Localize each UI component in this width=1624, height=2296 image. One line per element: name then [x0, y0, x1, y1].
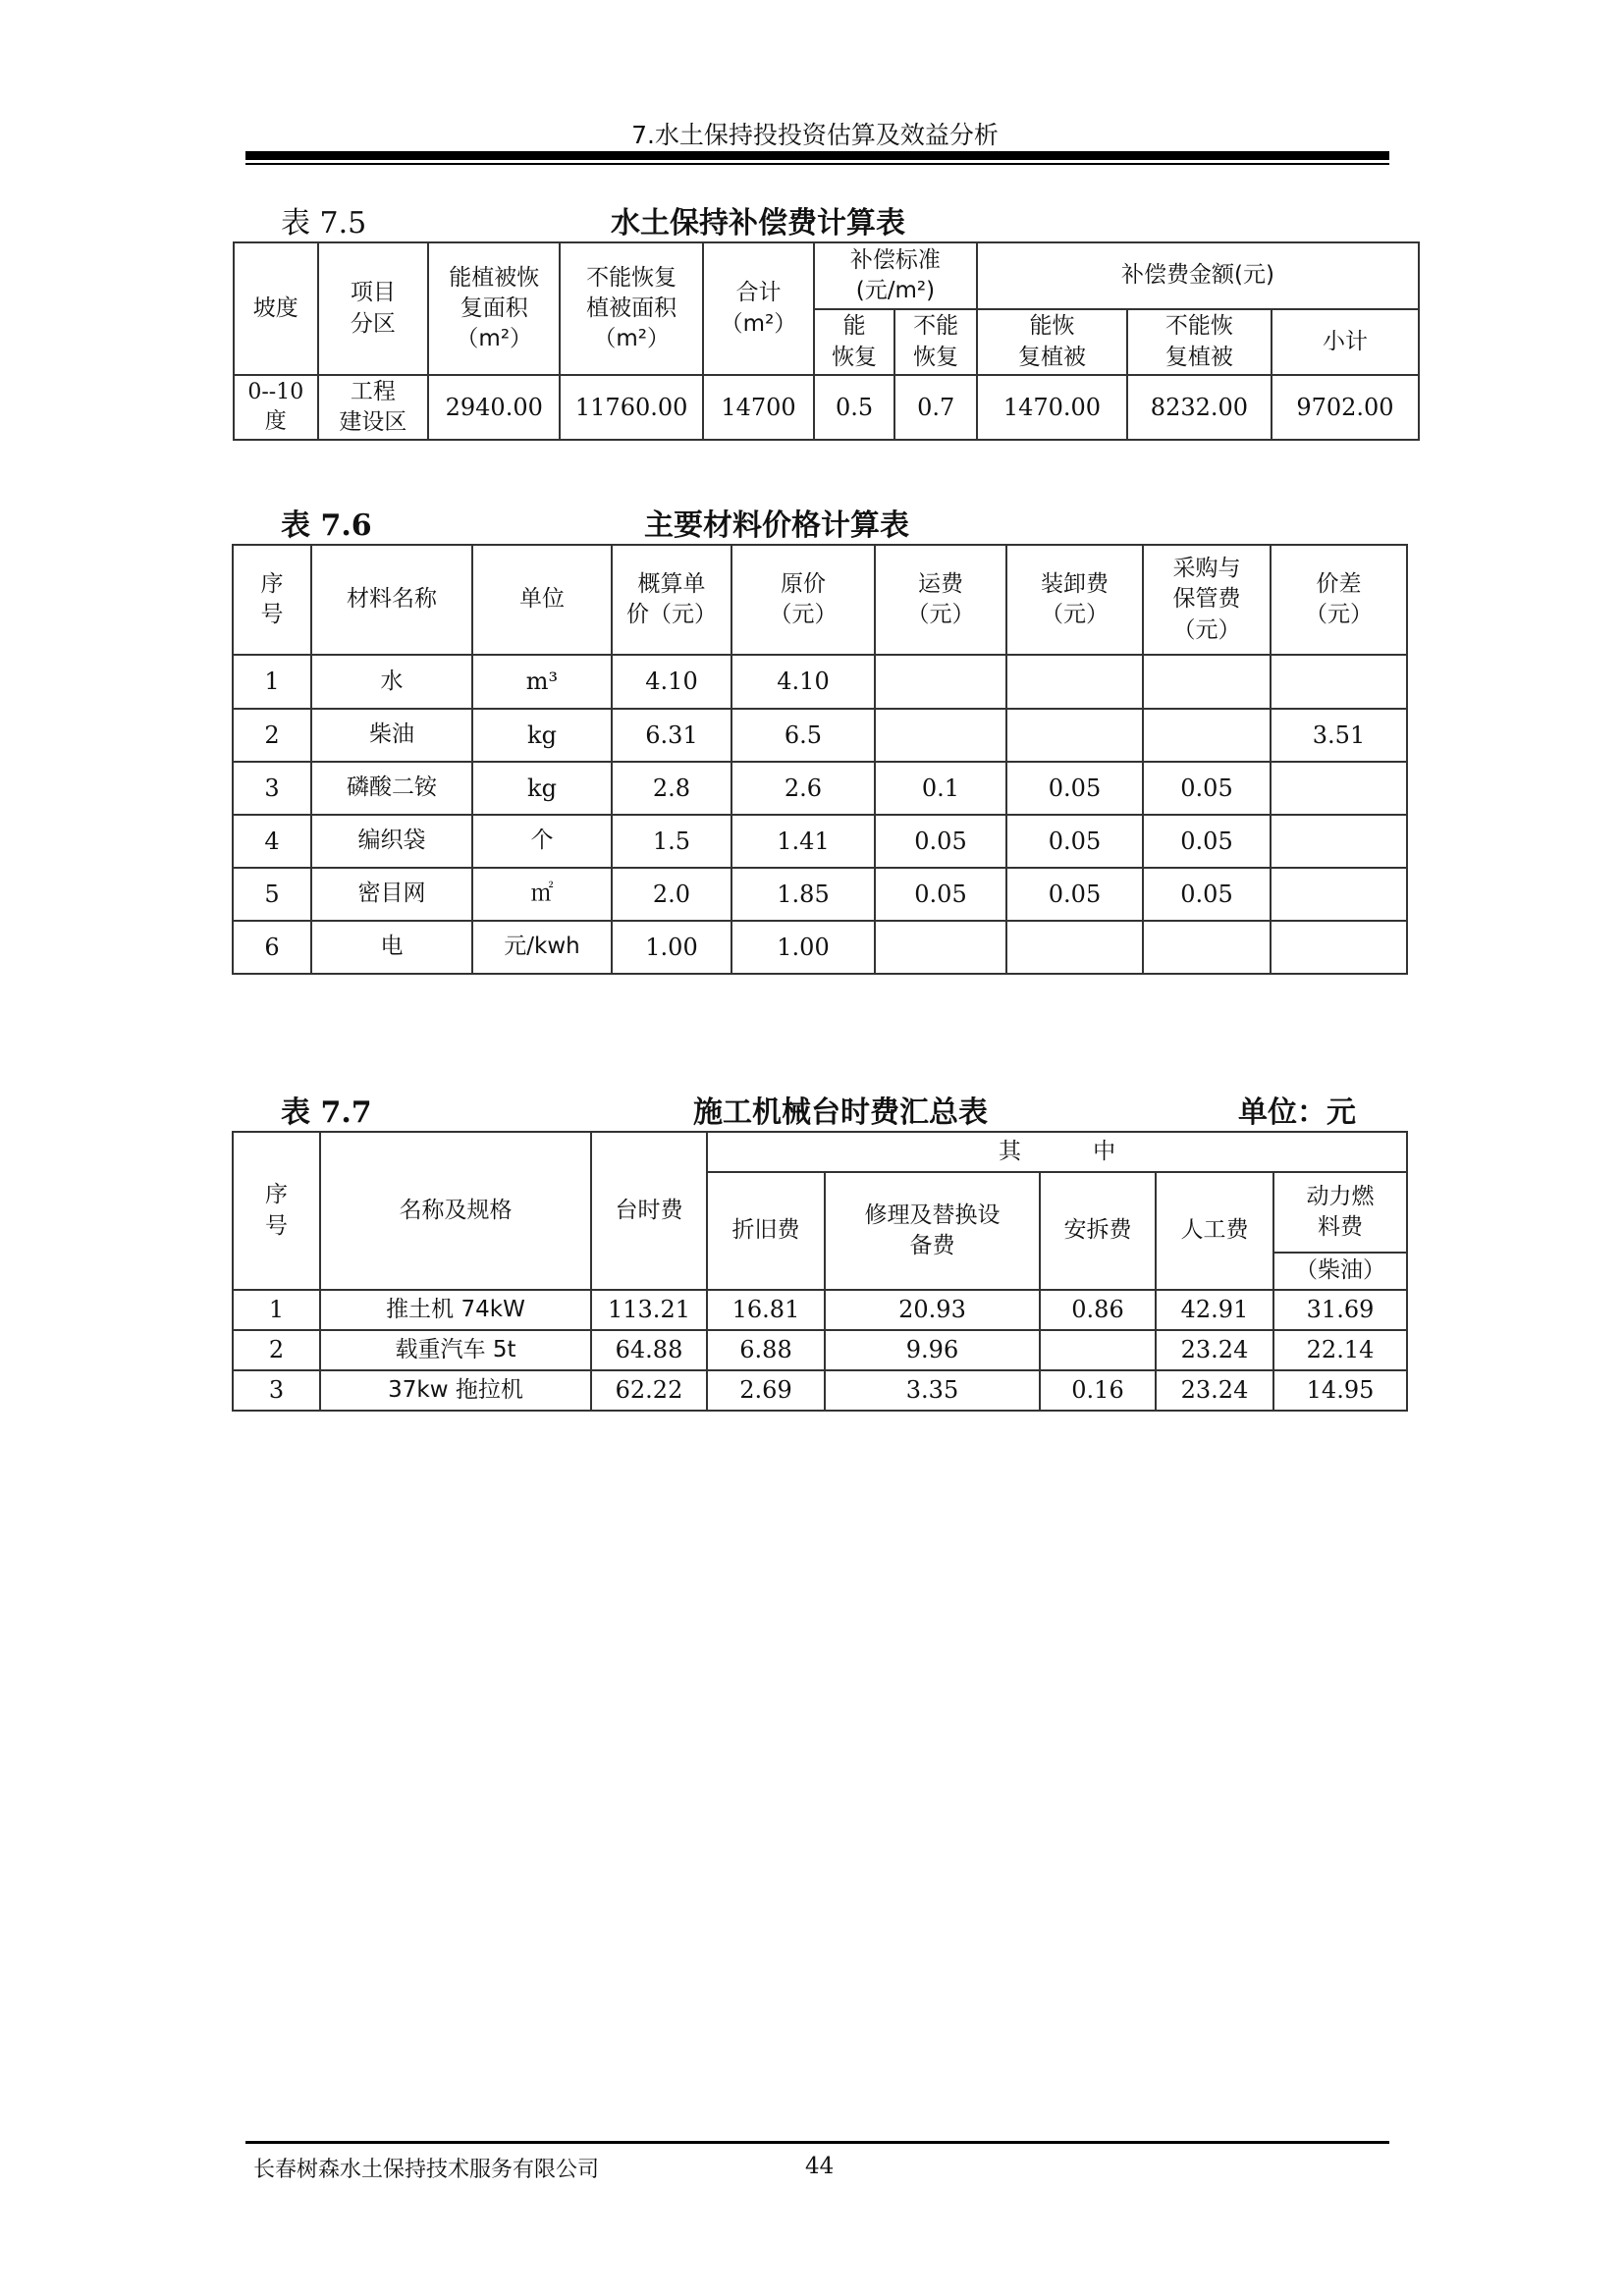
table-cell: 62.22	[591, 1370, 707, 1411]
table-cell: 推土机 74kW	[320, 1290, 591, 1330]
table-cell	[1271, 868, 1407, 921]
table-cell: 1.41	[731, 815, 875, 868]
table-cell: 1.85	[731, 868, 875, 921]
table-cell	[1271, 762, 1407, 815]
table-7-5	[233, 241, 1420, 441]
table-cell	[875, 921, 1006, 974]
table-cell: 1.00	[731, 921, 875, 974]
t75-cell-total: 14700	[703, 375, 814, 440]
table-cell: 载重汽车 5t	[320, 1330, 591, 1370]
t75-header-recoverable-area: 能植被恢 复面积 （m²）	[428, 242, 560, 375]
table-cell: 磷酸二铵	[311, 762, 472, 815]
t75-header-nonrecoverable-area: 不能恢复 植被面积 （m²）	[560, 242, 703, 375]
t77-header-no: 序 号	[233, 1132, 320, 1290]
table-cell	[875, 655, 1006, 709]
t75-cell-nonrecoverable: 11760.00	[560, 375, 703, 440]
t77-header-install: 安拆费	[1040, 1172, 1156, 1290]
table-cell: 0.1	[875, 762, 1006, 815]
t75-cell-recoverable: 2940.00	[428, 375, 560, 440]
table-cell: 23.24	[1156, 1330, 1273, 1370]
page-number: 44	[805, 2154, 835, 2179]
table-cell: 0.05	[1143, 815, 1271, 868]
table-cell: 4.10	[612, 655, 731, 709]
t76-header-handling: 装卸费 （元）	[1006, 545, 1143, 655]
t77-header-hourly: 台时费	[591, 1132, 707, 1290]
table-cell: m³	[472, 655, 612, 709]
t76-header-purchase-storage: 采购与 保管费 （元）	[1143, 545, 1271, 655]
table-cell	[1143, 655, 1271, 709]
t75-cell-std-nonrecoverable: 0.7	[894, 375, 977, 440]
table-7-7-label: 表 7.7	[281, 1095, 372, 1130]
table-cell: 31.69	[1273, 1290, 1407, 1330]
table-cell	[1271, 655, 1407, 709]
footer-rule	[245, 2141, 1389, 2144]
footer-company: 长春树森水土保持技术服务有限公司	[253, 2158, 600, 2182]
table-cell: 6.88	[707, 1330, 825, 1370]
table-cell: 水	[311, 655, 472, 709]
table-cell: 6.5	[731, 709, 875, 762]
t75-cell-std-recoverable: 0.5	[814, 375, 895, 440]
table-cell	[1006, 709, 1143, 762]
t77-header-labor: 人工费	[1156, 1172, 1273, 1290]
table-cell: 2.6	[731, 762, 875, 815]
table-cell	[1271, 815, 1407, 868]
table-cell: 6	[233, 921, 311, 974]
table-cell: 4.10	[731, 655, 875, 709]
table-cell: 3.51	[1271, 709, 1407, 762]
t76-header-original-price: 原价 （元）	[731, 545, 875, 655]
header-rule-thin	[245, 163, 1389, 165]
t77-header-repair: 修理及替换设 备费	[825, 1172, 1040, 1290]
table-cell: 0.05	[875, 815, 1006, 868]
table-cell	[875, 709, 1006, 762]
table-cell: 23.24	[1156, 1370, 1273, 1411]
table-cell: 元/kwh	[472, 921, 612, 974]
t75-header-slope: 坡度	[234, 242, 318, 375]
table-cell: 2.0	[612, 868, 731, 921]
table-cell: 2	[233, 1330, 320, 1370]
table-cell: 1	[233, 1290, 320, 1330]
table-cell: 1	[233, 655, 311, 709]
table-cell: 9.96	[825, 1330, 1040, 1370]
table-cell: 个	[472, 815, 612, 868]
t76-header-unit: 单位	[472, 545, 612, 655]
table-7-6-title: 主要材料价格计算表	[644, 508, 909, 543]
t75-header-amt-nonrecoverable: 不能恢 复植被	[1127, 309, 1272, 375]
table-cell: 0.05	[1006, 815, 1143, 868]
t75-header-total: 合计 （m²）	[703, 242, 814, 375]
t75-header-zone: 项目 分区	[318, 242, 429, 375]
table-cell: 5	[233, 868, 311, 921]
table-cell: 0.05	[1006, 762, 1143, 815]
table-cell: 0.16	[1040, 1370, 1156, 1411]
t76-header-price-diff: 价差 （元）	[1271, 545, 1407, 655]
table-cell: 3	[233, 1370, 320, 1411]
header-rule	[245, 151, 1389, 160]
t77-header-depreciation: 折旧费	[707, 1172, 825, 1290]
t76-header-freight: 运费 （元）	[875, 545, 1006, 655]
table-cell: 0.05	[1143, 762, 1271, 815]
table-7-6-label: 表 7.6	[281, 508, 372, 543]
t77-header-fuel: 动力燃 料费	[1273, 1172, 1407, 1253]
table-cell	[1271, 921, 1407, 974]
table-cell	[1006, 655, 1143, 709]
t75-cell-zone: 工程 建设区	[318, 375, 429, 440]
table-cell: 64.88	[591, 1330, 707, 1370]
table-cell: 2.8	[612, 762, 731, 815]
t75-header-standard: 补偿标准 (元/m²)	[814, 242, 977, 309]
table-7-7-title: 施工机械台时费汇总表	[693, 1095, 988, 1130]
t75-header-amt-recoverable: 能恢 复植被	[977, 309, 1127, 375]
table-cell: 1.00	[612, 921, 731, 974]
table-cell: 20.93	[825, 1290, 1040, 1330]
table-cell: 柴油	[311, 709, 472, 762]
table-cell: 37kw 拖拉机	[320, 1370, 591, 1411]
table-cell: kg	[472, 709, 612, 762]
table-cell: 22.14	[1273, 1330, 1407, 1370]
table-cell: 3.35	[825, 1370, 1040, 1411]
table-cell: 2	[233, 709, 311, 762]
table-cell: 0.05	[875, 868, 1006, 921]
table-7-6	[232, 544, 1408, 975]
t76-header-no: 序 号	[233, 545, 311, 655]
table-7-5-label: 表 7.5	[281, 206, 367, 240]
table-cell: 0.86	[1040, 1290, 1156, 1330]
table-cell: 14.95	[1273, 1370, 1407, 1411]
table-7-5-title: 水土保持补偿费计算表	[611, 206, 905, 240]
t76-header-estimate-price: 概算单 价（元）	[612, 545, 731, 655]
table-7-7-unit: 单位：元	[1238, 1095, 1356, 1130]
table-cell	[1006, 921, 1143, 974]
t75-header-subtotal: 小计	[1272, 309, 1419, 375]
table-cell: 42.91	[1156, 1290, 1273, 1330]
page-header-title: 7.水土保持投投资估算及效益分析	[631, 121, 999, 149]
table-cell: 3	[233, 762, 311, 815]
table-cell: 1.5	[612, 815, 731, 868]
table-cell: kg	[472, 762, 612, 815]
table-cell: 0.05	[1143, 868, 1271, 921]
t77-header-among: 其 中	[707, 1132, 1407, 1172]
table-cell	[1040, 1330, 1156, 1370]
t77-header-name: 名称及规格	[320, 1132, 591, 1290]
table-7-7	[232, 1131, 1408, 1412]
t75-cell-slope: 0--10 度	[234, 375, 318, 440]
t77-header-fuel-diesel: （柴油）	[1273, 1253, 1407, 1290]
table-cell: 编织袋	[311, 815, 472, 868]
table-cell: 2.69	[707, 1370, 825, 1411]
t75-cell-subtotal: 9702.00	[1272, 375, 1419, 440]
table-cell: 113.21	[591, 1290, 707, 1330]
table-cell: 密目网	[311, 868, 472, 921]
t75-header-amount: 补偿费金额(元)	[977, 242, 1419, 309]
table-cell	[1143, 709, 1271, 762]
t75-header-std-nonrecoverable: 不能 恢复	[894, 309, 977, 375]
table-cell	[1143, 921, 1271, 974]
table-cell: 16.81	[707, 1290, 825, 1330]
table-cell: 0.05	[1006, 868, 1143, 921]
t75-cell-amt-recoverable: 1470.00	[977, 375, 1127, 440]
table-cell: ㎡	[472, 868, 612, 921]
table-cell: 4	[233, 815, 311, 868]
table-cell: 电	[311, 921, 472, 974]
t75-cell-amt-nonrecoverable: 8232.00	[1127, 375, 1272, 440]
t76-header-material: 材料名称	[311, 545, 472, 655]
t75-header-std-recoverable: 能 恢复	[814, 309, 895, 375]
table-cell: 6.31	[612, 709, 731, 762]
